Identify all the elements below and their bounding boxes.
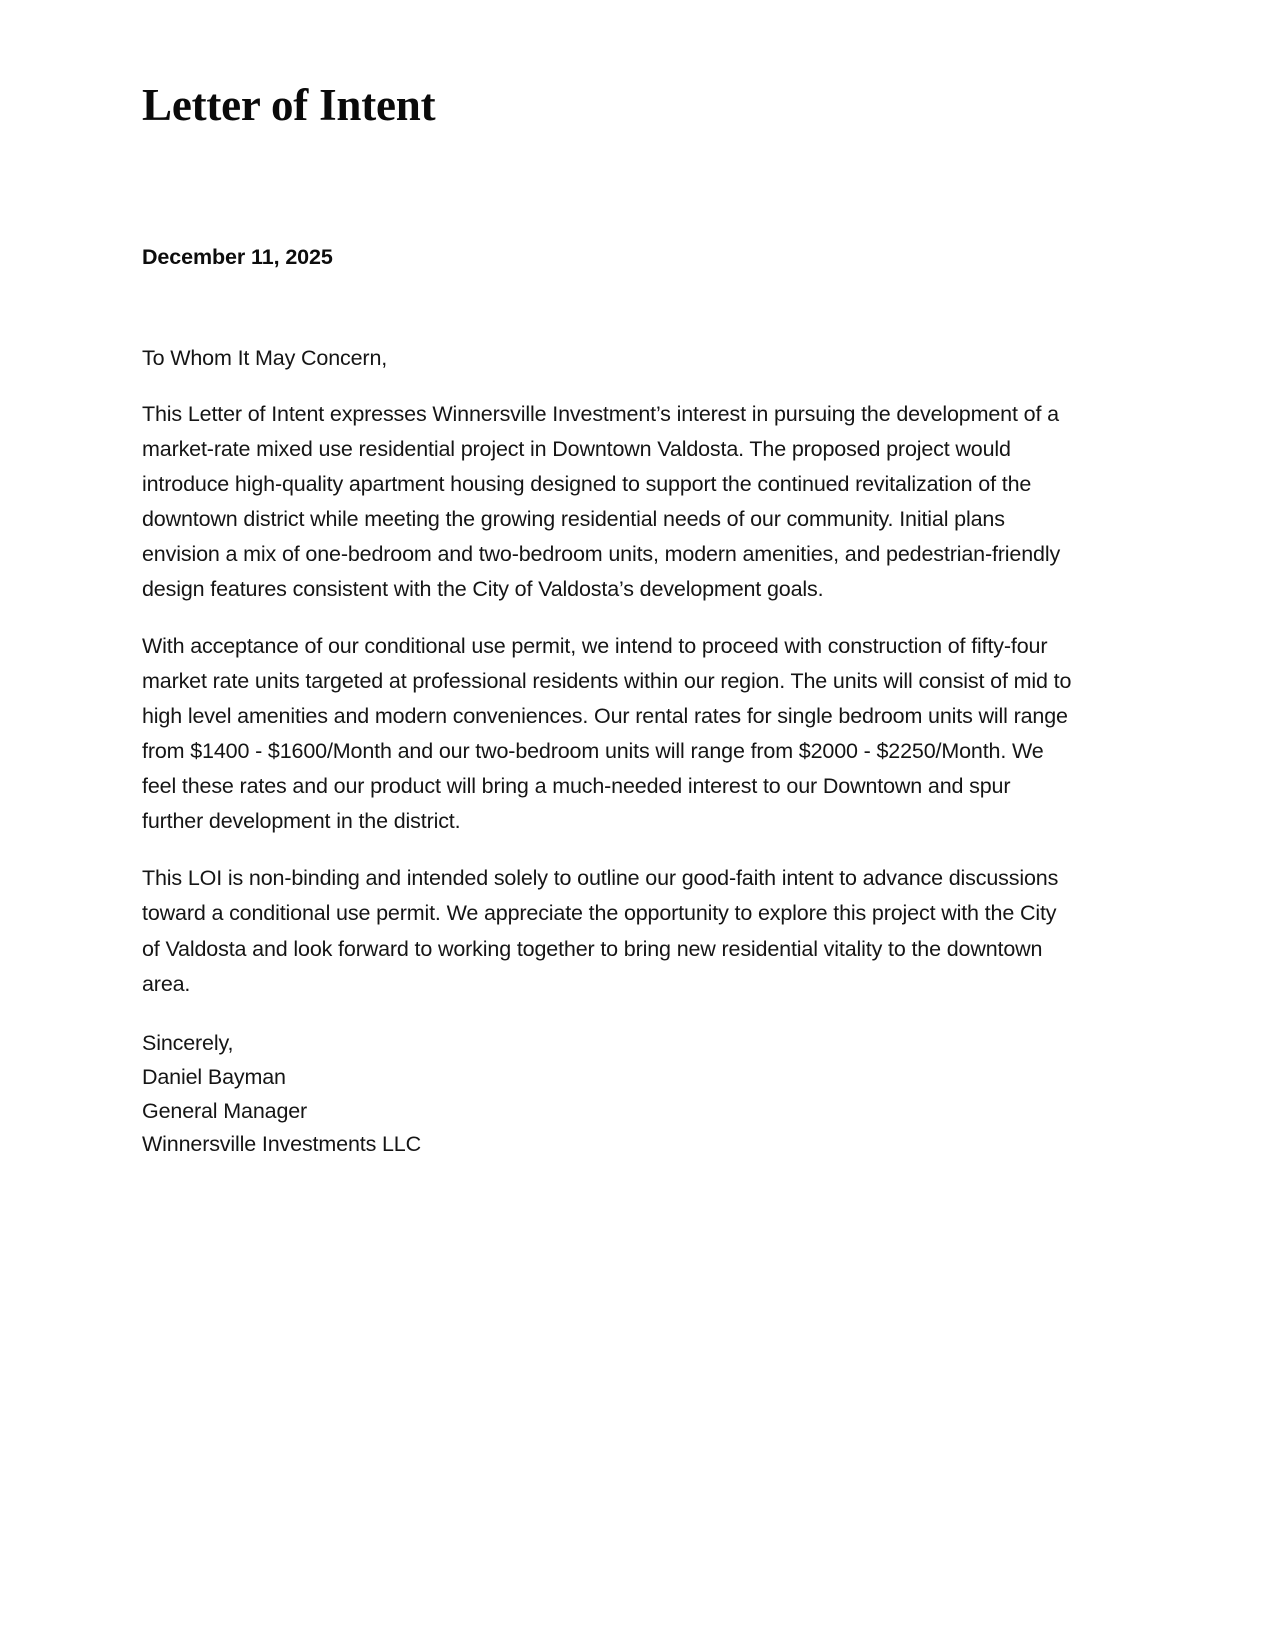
- letter-signature-block: [142, 1002, 1135, 1163]
- page-title: Letter of Intent: [142, 80, 436, 130]
- signature-title: General Manager: [142, 1098, 308, 1123]
- letter-salutation: To Whom It May Concern,: [142, 345, 388, 370]
- letter-paragraph-3: This LOI is non-binding and intended solely to outline our good-faith intent to advance discussions toward a conditional use permit. We appreciate the opportunity to explore this project with the City of Valdosta and look forward to working together to bring new residential vitality to the downtown area.: [142, 866, 1059, 996]
- letter-paragraph-2: With acceptance of our conditional use permit, we intend to proceed with construction of fifty-four market rate units targeted at professional residents within our region. The units will consist of mid to high level amenities and modern conveniences. Our rental rates for single bedroom units will range from $1400 - $1600/Month and our two-bedroom units will range from $2000 - $2250/Month. We feel these rates and our product will bring a much-needed interest to our Downtown and spur further development in the district.: [142, 634, 1072, 834]
- letter-date: December 11, 2025: [142, 244, 333, 269]
- signature-company: Winnersville Investments LLC: [142, 1132, 421, 1157]
- signature-name: Daniel Bayman: [142, 1064, 286, 1089]
- letter-paragraph-1: This Letter of Intent expresses Winnersville Investment’s interest in pursuing the development of a market-rate mixed use residential project in Downtown Valdosta. The proposed project would introduce high-quality apartment housing designed to support the continued revitalization of the downtown district while meeting the growing residential needs of our community. Initial plans envision a mix of one-bedroom and two-bedroom units, modern amenities, and pedestrian-friendly design features consistent with the City of Valdosta’s development goals.: [142, 402, 1061, 602]
- signature-valediction: Sincerely,: [142, 1030, 234, 1055]
